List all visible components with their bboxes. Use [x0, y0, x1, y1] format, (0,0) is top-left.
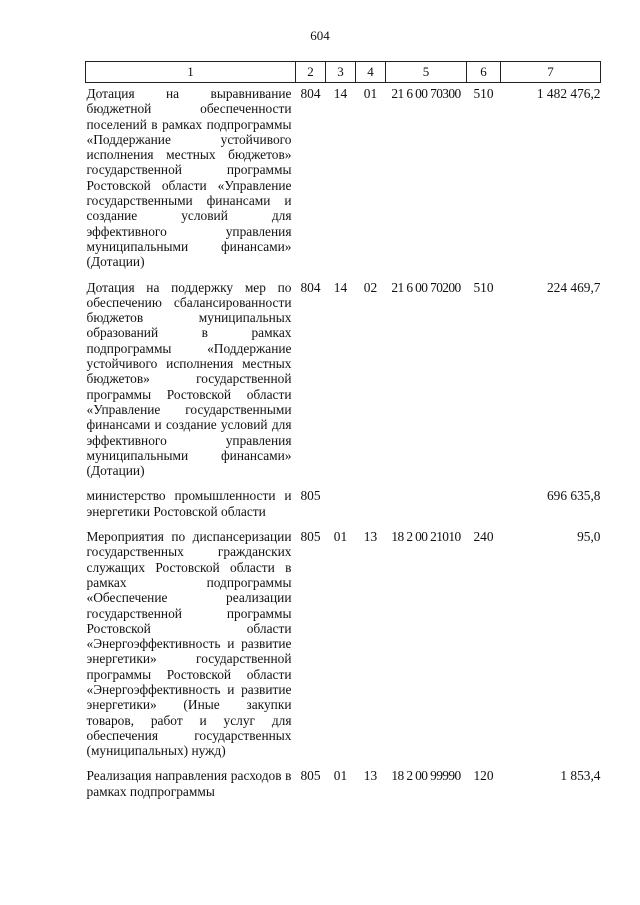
- table-row: [86, 768, 601, 809]
- row-ministry-code: 805: [300, 529, 321, 545]
- header-col-5: 5: [386, 62, 467, 83]
- header-col-2: 2: [296, 62, 326, 83]
- row-expense-type: 510: [473, 279, 494, 295]
- table-row: [86, 488, 601, 529]
- row-name: Дотация на выравнивание бюджетной обеспеченности поселений в рамках подпрограммы «Поддержание устойчивого исполнения местных бюджетов» государственной программы Ростовской области «Управление государственными финансами и создание условий для эффективного управления муниципальными финансами» (Дотации): [86, 86, 292, 270]
- header-col-7: 7: [501, 62, 601, 83]
- row-target-article: 18 2 00 99990: [391, 768, 461, 784]
- row-subsection: 13: [363, 529, 378, 545]
- row-name: Мероприятия по диспансеризации государственных гражданских служащих Ростовской области в рамках подпрограммы «Обеспечение реализации государственной программы Ростовской области «Энергоэффективность и развитие энергетики» государственной программы Ростовской области «Энергоэффективность и развитие энергетики» (Иные закупки товаров, работ и услуг для обеспечения государственных (муниципальных) нужд): [86, 529, 292, 759]
- row-ministry-code: 805: [300, 488, 321, 504]
- row-subsection: 01: [363, 86, 378, 101]
- row-amount: 1 482 476,2: [536, 86, 601, 101]
- row-ministry-code: 804: [300, 279, 321, 295]
- row-target-article: [386, 488, 467, 529]
- row-section: 01: [333, 529, 348, 545]
- row-name: министерство промышленности и энергетики Ростовской области: [86, 488, 292, 519]
- table-row: [86, 280, 601, 489]
- row-expense-type: [467, 488, 501, 529]
- header-col-3: 3: [326, 62, 356, 83]
- header-col-1: 1: [86, 62, 296, 83]
- row-ministry-code: 804: [300, 86, 321, 101]
- budget-table: [85, 61, 601, 809]
- row-subsection: [356, 488, 386, 529]
- row-target-article: 18 2 00 21010: [391, 529, 461, 545]
- row-amount: 224 469,7: [546, 279, 601, 295]
- row-amount: 95,0: [577, 529, 601, 545]
- row-subsection: 02: [363, 279, 378, 295]
- row-amount: 696 635,8: [546, 488, 601, 504]
- row-amount: 1 853,4: [560, 768, 601, 784]
- page-number: 604: [310, 28, 330, 43]
- row-section: 01: [333, 768, 348, 784]
- table-header-row: [86, 62, 601, 83]
- row-section: [326, 488, 356, 529]
- row-section: 14: [333, 86, 348, 101]
- table-row: [86, 83, 601, 280]
- header-col-6: 6: [467, 62, 501, 83]
- row-ministry-code: 805: [300, 768, 321, 784]
- table-row: [86, 529, 601, 768]
- row-target-article: 21 6 00 70200: [391, 279, 461, 295]
- row-subsection: 13: [363, 768, 378, 784]
- row-expense-type: 240: [473, 529, 494, 545]
- row-expense-type: 120: [473, 768, 494, 784]
- row-name: Реализация направления расходов в рамках подпрограммы: [86, 768, 292, 799]
- row-name: Дотация на поддержку мер по обеспечению сбалансированности бюджетов муниципальных образований в рамках подпрограммы «Поддержание устойчивого исполнения местных бюджетов» государственной программы Ростовской области «Управление государственными финансами и создание условий для эффективного управления муниципальными финансами» (Дотации): [86, 279, 292, 479]
- row-target-article: 21 6 00 70300: [391, 86, 461, 101]
- row-expense-type: 510: [473, 86, 494, 101]
- row-section: 14: [333, 279, 348, 295]
- header-col-4: 4: [356, 62, 386, 83]
